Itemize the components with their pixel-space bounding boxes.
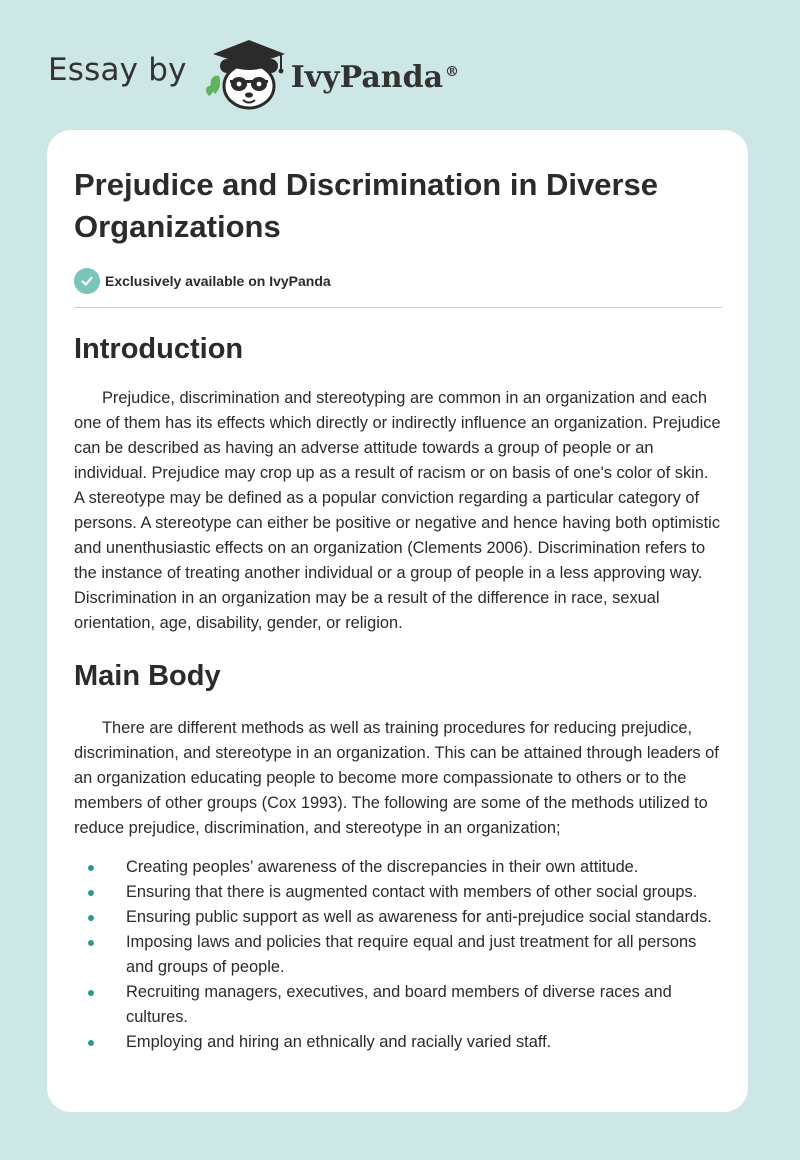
list-item-text: Imposing laws and policies that require equal and just treatment for all persons and groups of people.	[126, 933, 697, 976]
registered-mark: ®	[445, 63, 460, 80]
bullet-dot-icon	[74, 1030, 126, 1055]
list-item-text: Ensuring that there is augmented contact with members of other social groups.	[126, 883, 698, 901]
methods-list	[74, 855, 722, 1055]
check-icon	[74, 268, 100, 294]
section-heading: Main Body	[74, 660, 221, 692]
list-item	[74, 1030, 722, 1055]
section-heading: Introduction	[74, 333, 244, 365]
bullet-dot-icon	[74, 980, 126, 1030]
bullet-dot-icon	[74, 905, 126, 930]
page-title: Prejudice and Discrimination in Diverse Organizations	[74, 167, 659, 244]
panda-graduation-cap-icon[interactable]	[201, 34, 297, 114]
section-paragraph: There are different methods as well as training procedures for reducing prejudice, discrimination, and stereotype in an organization. This can be attained through leaders of an organization educating people to become more compassionate to others or to the members of other groups (Cox 1993). The following are some of the methods utilized to reduce prejudice, discrimination, and stereotype in an organization;	[74, 719, 719, 837]
bullet-dot-icon	[74, 930, 126, 980]
divider	[74, 307, 722, 308]
list-item	[74, 930, 722, 980]
brand-prefix: Essay by	[48, 52, 187, 88]
brand-name[interactable]: IvyPanda ®	[290, 59, 460, 95]
list-item-text: Recruiting managers, executives, and board members of diverse races and cultures.	[126, 983, 672, 1026]
site-header	[48, 34, 459, 114]
list-item-text: Ensuring public support as well as awareness for anti-prejudice social standards.	[126, 908, 712, 926]
exclusive-badge	[74, 267, 722, 295]
bullet-dot-icon	[74, 880, 126, 905]
list-item	[74, 905, 722, 930]
list-item	[74, 980, 722, 1030]
essay-card	[47, 130, 748, 1112]
section-introduction	[74, 332, 722, 636]
list-item-text: Employing and hiring an ethnically and racially varied staff.	[126, 1033, 552, 1051]
list-item	[74, 880, 722, 905]
section-main-body	[74, 659, 722, 1055]
exclusive-label: Exclusively available on IvyPanda	[105, 273, 331, 289]
list-item-text: Creating peoples’ awareness of the discrepancies in their own attitude.	[126, 858, 639, 876]
section-paragraph: Prejudice, discrimination and stereotyping are common in an organization and each one of them has its effects which directly or indirectly influence an organization. Prejudice can be described as having an adverse attitude towards a group of people or an individual. Prejudice may crop up as a result of racism or on basis of one's color of skin. A stereotype may be defined as a popular conviction regarding a particular category of persons. A stereotype can either be positive or negative and hence having both optimistic and unenthusiastic effects on an organization (Clements 2006). Discrimination refers to the instance of treating another individual or a group of people in a less approving way. Discrimination in an organization may be a result of the difference in race, sexual orientation, age, disability, gender, or religion.	[74, 389, 721, 632]
list-item	[74, 855, 722, 880]
bullet-dot-icon	[74, 855, 126, 880]
